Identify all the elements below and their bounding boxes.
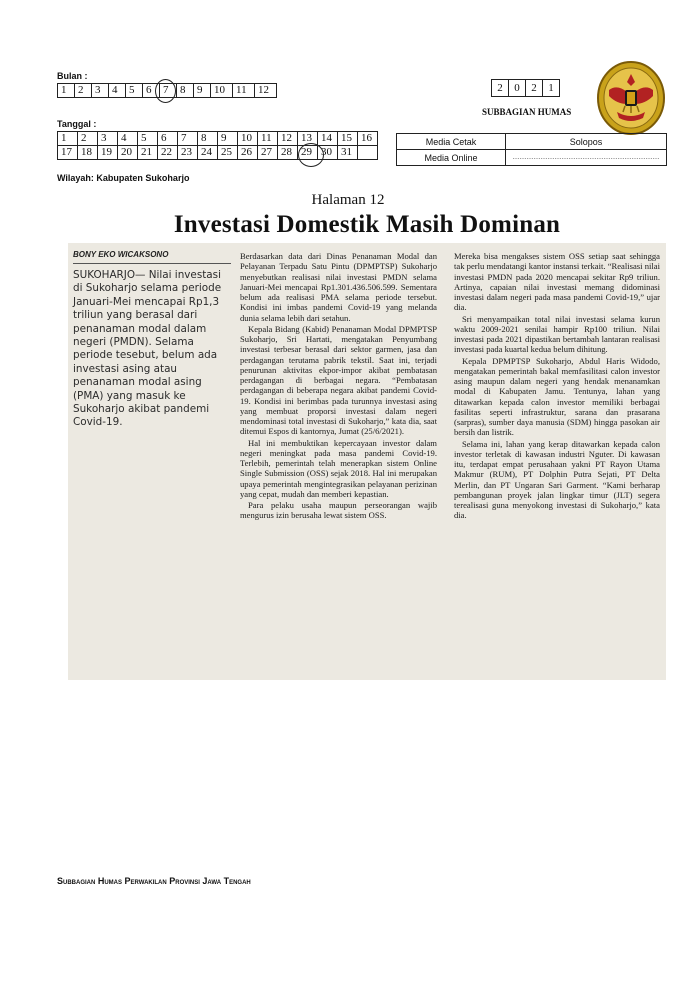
col3-paragraph: Selama ini, lahan yang kerap ditawarkan kepada calon investor terletak di kawasan industri Nguter. Di kawasan itu, terdapat empat perusahaan yakni PT Rayon Utama Makmur (RUM), PT Dolphin Putra Sejati, PT Delta Merlin, dan PT Ungaran Sari Garment. “Kami berharap pembangunan proyek jalan lingkar timur (JLT) segera terealisasi guna menyokong investasi di Sukoharjo,” kata dia. [454, 438, 660, 521]
col2-paragraph: Hal ini membuktikan kepercayaan investor dalam negeri meningkat pada masa pandemi Covid-19. Terlebih, pemerintah telah menerapkan sistem Online Single Submission (OSS) sejak 2018. Hal ini merupakan upaya pemerintah mengintegrasikan pelayanan perizinan yang cepat, mudah dan memberi kepastian. [240, 437, 437, 499]
headline: Investasi Domestik Masih Dominan [173, 211, 561, 238]
grid-cell: 6 [158, 132, 178, 146]
grid-cell: 4 [109, 84, 126, 98]
grid-cell: 5 [138, 132, 158, 146]
col2-paragraph: Para pelaku usaha maupun perseorangan wajib mengurus izin berusaha lewat sistem OSS. [240, 500, 437, 521]
col3-paragraph: Sri menyampaikan total nilai investasi selama kurun waktu 2009-2021 senilai hampir Rp100 triliun. Nilai investasi pada 2021 dipastikan bertambah lantaran realisasi investasi pada kuartal kedua belum dihitung. [454, 313, 660, 355]
grid-cell: 2 [492, 80, 509, 97]
tanggal-label: Tanggal : [57, 119, 97, 129]
tanggal-selected-circle [298, 143, 324, 167]
grid-cell: 12 [255, 84, 277, 98]
grid-cell: 7 [178, 132, 198, 146]
media-cetak-label: Media Cetak [397, 134, 506, 150]
grid-cell: 11 [233, 84, 255, 98]
grid-cell: 1 [58, 84, 75, 98]
grid-cell: 28 [278, 146, 298, 160]
grid-cell: 6 [143, 84, 160, 98]
grid-cell: 23 [178, 146, 198, 160]
grid-cell: 12 [278, 132, 298, 146]
grid-cell: 24 [198, 146, 218, 160]
grid-cell: 30 [318, 146, 338, 160]
page-label: Halaman 12 [311, 192, 385, 208]
newspaper-clipping [68, 243, 666, 680]
col2-paragraph: Berdasarkan data dari Dinas Penanaman Modal dan Pelayanan Terpadu Satu Pintu (DPMPTSP) Sukoharjo menyebutkan realisasi nilai investasi PMDN selama Januari-Mei mencapai Rp1.301.436.506.599. Sementara belum ada realisasi PMA selama periode tersebut. Kondisi ini imbas pandemi Covid-19 yang melanda dunia selama lebih dari setahun. [240, 251, 437, 323]
grid-cell-empty [358, 146, 378, 160]
bulan-selected-circle [155, 79, 176, 103]
grid-cell: 8 [198, 132, 218, 146]
article-column-2 [240, 251, 437, 522]
byline: BONY EKO WICAKSONO [73, 250, 169, 259]
grid-cell: 4 [118, 132, 138, 146]
grid-cell: 15 [338, 132, 358, 146]
col3-paragraph: Mereka bisa mengakses sistem OSS setiap saat sehingga tak perlu mendatangi kantor instansi terkait. “Realisasi nilai investasi PMDN pada 2020 mencapai sekitar Rp9 triliun. Artinya, capaian nilai investasi memang didominasi investasi dalam negeri pada masa pandemi Covid-19,” ujar dia. [454, 251, 660, 313]
grid-cell: 0 [509, 80, 526, 97]
grid-cell: 19 [98, 146, 118, 160]
grid-cell: 22 [158, 146, 178, 160]
grid-cell: 16 [358, 132, 378, 146]
grid-cell: 25 [218, 146, 238, 160]
wilayah-label: Wilayah: Kabupaten Sukoharjo [57, 173, 190, 183]
col2-paragraph: Kepala Bidang (Kabid) Penanaman Modal DPMPTSP Sukoharjo, Sri Hartati, mengatakan Penyumbang investasi terbesar berasal dari sektor garmen, jasa dan perdagangan terutama pabrik tekstil. Saat ini, terjadi penurunan aktivitas ekpor-impor akibat pembatasan perdagangan di berbagai negara. “Pembatasan perdagangan di beberapa negara akibat pandemi Covid-19. Kondisi ini berimbas pada turunnya investasi asing yang membuat proporsi investasi dalam negeri mendominasi total investasi di Sukoharjo,” kata dia, saat ditemui Espos di kantornya, Jumat (25/6/2021). [240, 323, 437, 437]
grid-cell: 26 [238, 146, 258, 160]
lead-paragraph: SUKOHARJO— Nilai investasi di Sukoharjo selama periode Januari-Mei mencapai Rp1,3 triliun yang berasal dari penanaman modal dalam negeri (PMDN). Selama periode tesebut, belum ada investasi asing atau penanaman modal asing (PMA) yang masuk ke Sukoharjo akibat pandemi Covid-19. [73, 269, 222, 429]
grid-cell: 1 [58, 132, 78, 146]
bulan-label: Bulan : [57, 71, 88, 81]
grid-cell: 27 [258, 146, 278, 160]
col3-paragraph: Kepala DPMPTSP Sukoharjo, Abdul Haris Widodo, mengatakan pemerintah bakal memfasilitasi calon investor asing maupun dalam negeri yang hendak menanamkan modal di Kabupaten Jamu. Tentunya, lahan yang ditawarkan kepada calon investor memiliki berbagai fasilitas seperti infrastruktur, sarana dan prasarana (sarpras), sumber daya manusia (SDM) hingga pasokan air bersih dan listrik. [454, 355, 660, 438]
grid-cell: 2 [78, 132, 98, 146]
grid-cell: 9 [218, 132, 238, 146]
grid-cell: 2 [526, 80, 543, 97]
footer-label: Subbagian Humas Perwakilan Provinsi Jawa Tengah [57, 876, 251, 886]
grid-cell: 3 [92, 84, 109, 98]
grid-cell: 3 [98, 132, 118, 146]
grid-cell: 2 [75, 84, 92, 98]
grid-cell: 14 [318, 132, 338, 146]
garuda-emblem-icon [595, 60, 667, 136]
media-online-label: Media Online [397, 150, 506, 166]
year-boxes [491, 79, 560, 97]
grid-cell: 5 [126, 84, 143, 98]
grid-cell: 13 [298, 132, 318, 146]
media-cetak-value: Solopos [506, 134, 667, 150]
grid-cell: 21 [138, 146, 158, 160]
grid-cell: 10 [211, 84, 233, 98]
grid-cell: 29 [298, 146, 318, 160]
media-table [396, 133, 667, 166]
grid-cell: 8 [177, 84, 194, 98]
grid-cell: 20 [118, 146, 138, 160]
grid-cell: 9 [194, 84, 211, 98]
grid-cell: 31 [338, 146, 358, 160]
subbagian-humas-label: SUBBAGIAN HUMAS [482, 107, 572, 117]
grid-cell: 1 [543, 80, 560, 97]
media-online-value: ……………………………………………………… [506, 150, 667, 166]
byline-rule [73, 263, 231, 264]
grid-cell: 17 [58, 146, 78, 160]
tanggal-grid [57, 131, 378, 160]
grid-cell: 10 [238, 132, 258, 146]
grid-cell: 11 [258, 132, 278, 146]
grid-cell: 7 [160, 84, 177, 98]
article-column-3 [454, 251, 660, 522]
grid-cell: 18 [78, 146, 98, 160]
